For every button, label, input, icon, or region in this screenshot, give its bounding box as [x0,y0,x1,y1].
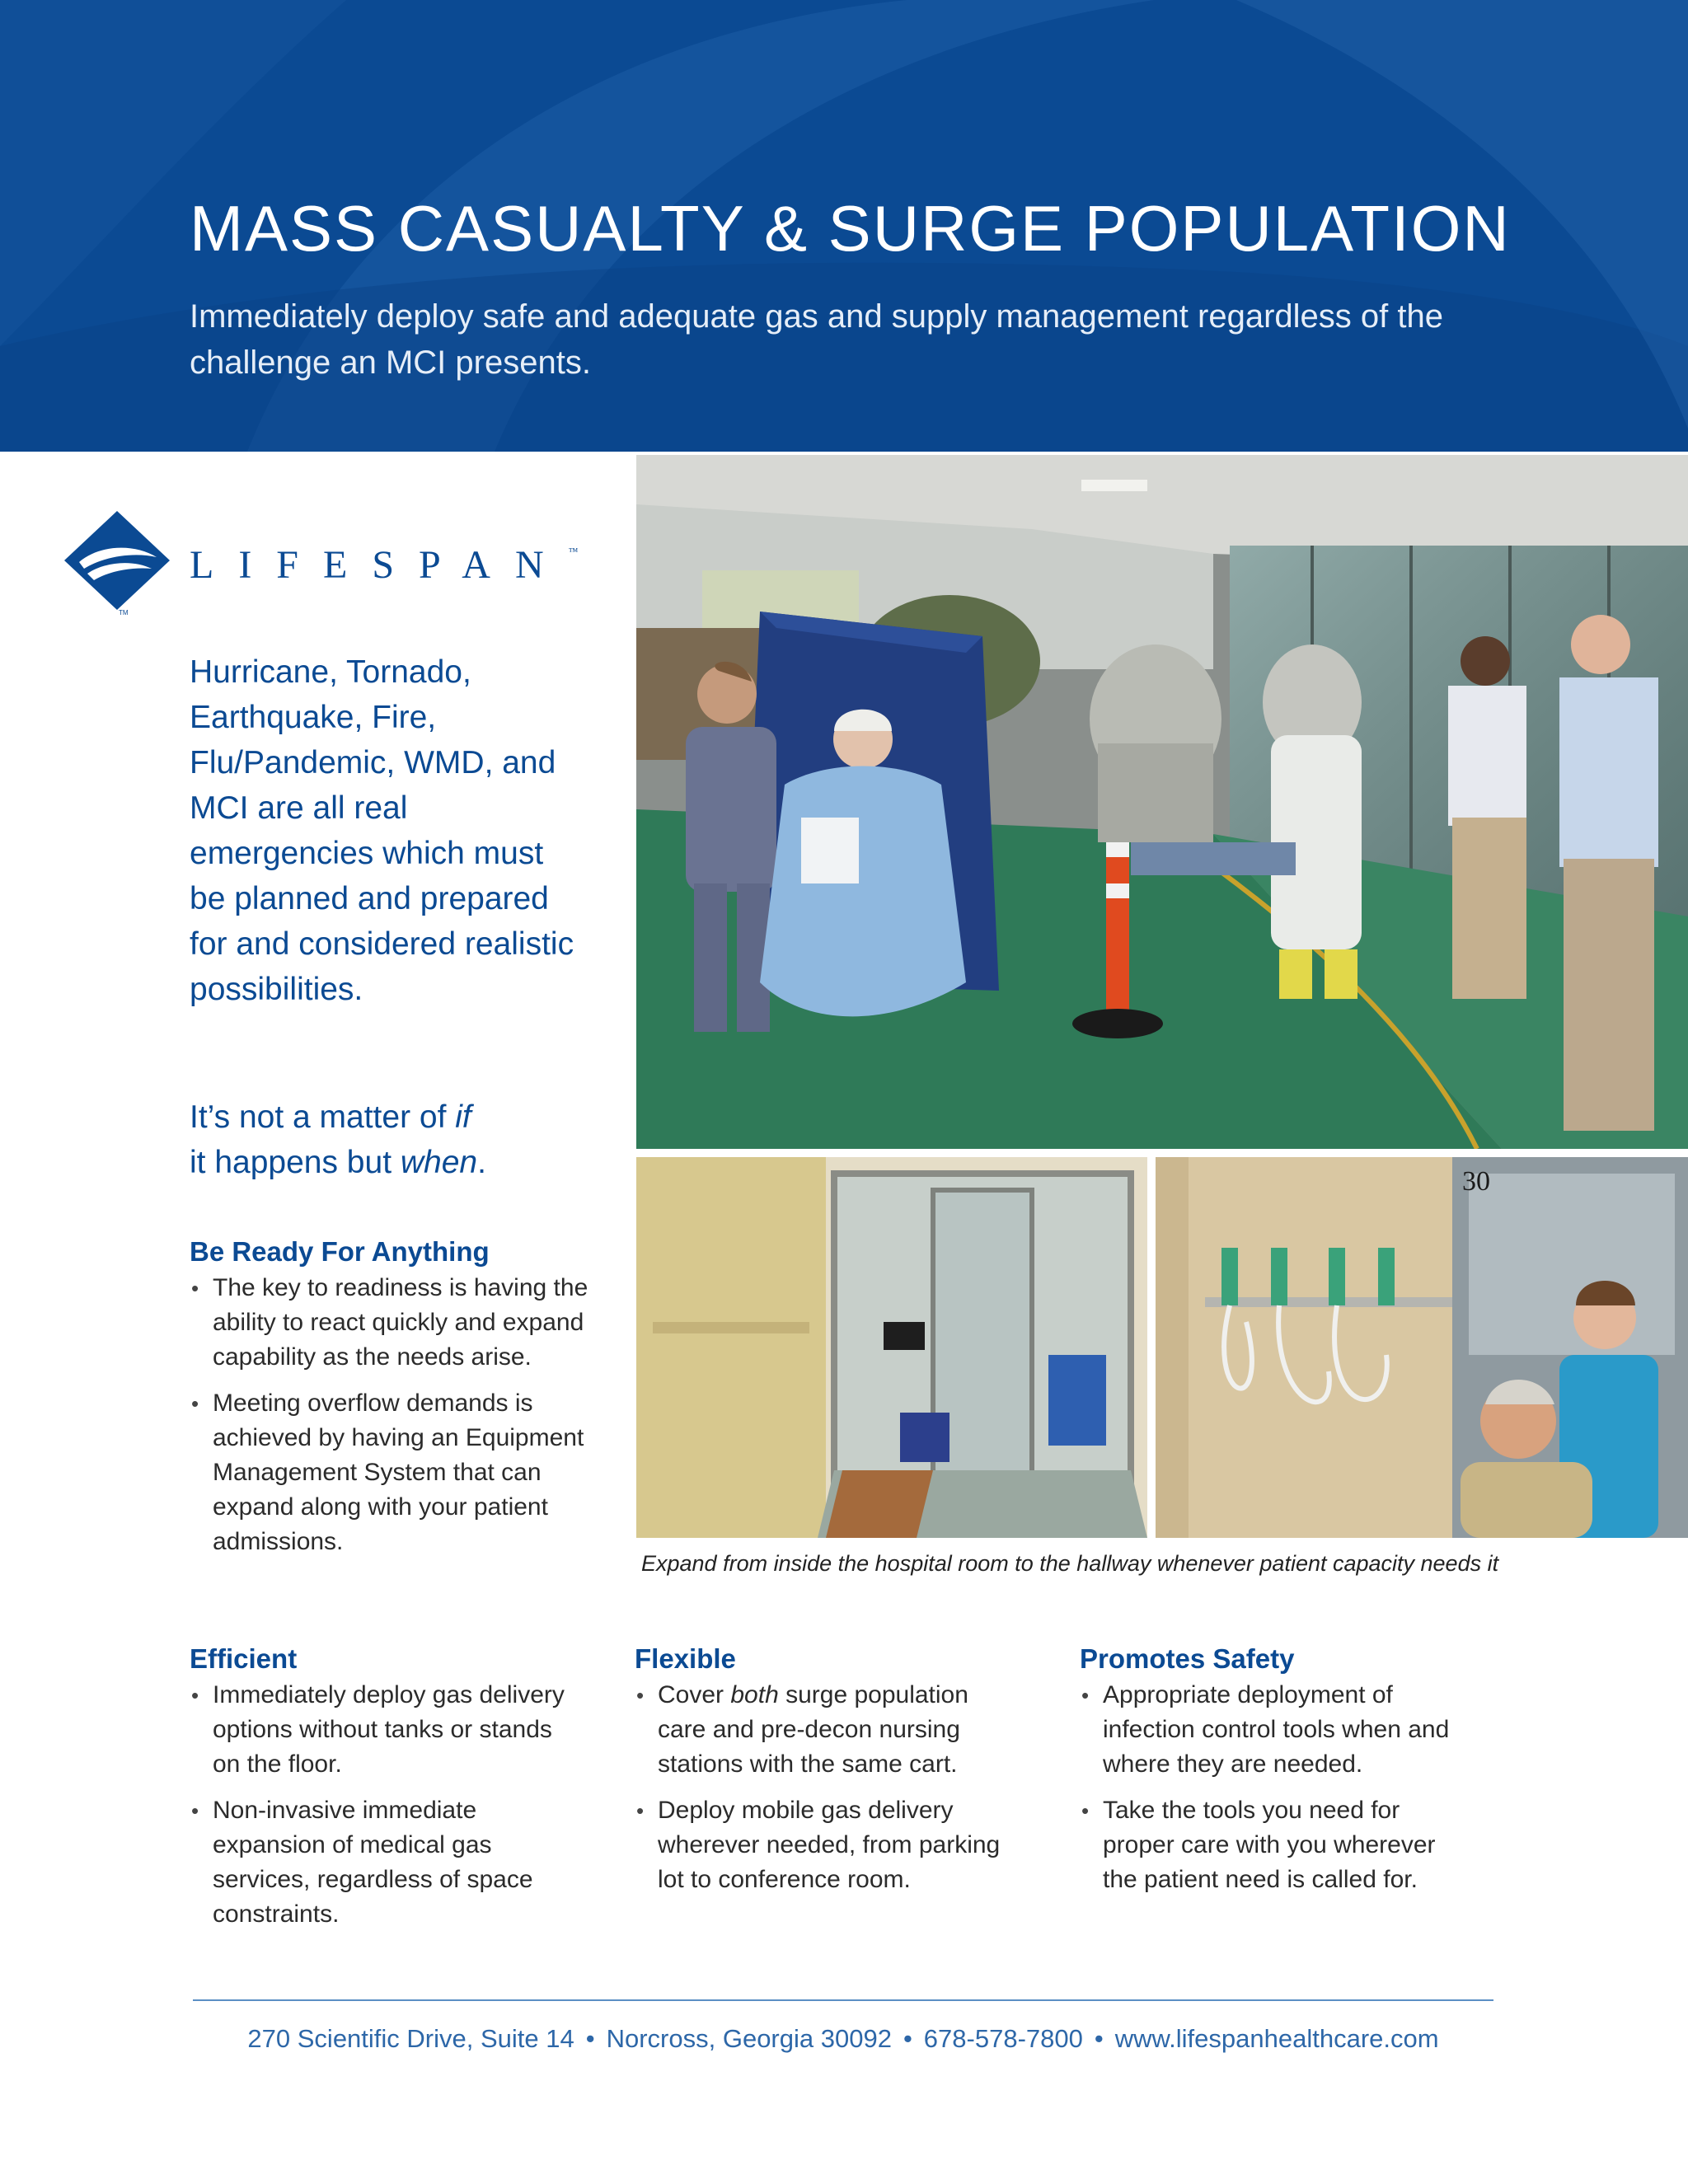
lifespan-logo [59,508,587,615]
promotes-safety-list [1080,1678,1467,1897]
hospital-room-hallway-photo [636,1157,1147,1538]
svg-text:TM: TM [119,609,129,615]
footer-website-link[interactable]: www.lifespanhealthcare.com [1114,2024,1439,2053]
efficient-heading: Efficient [190,1643,298,1674]
footer-city: Norcross, Georgia 30092 [606,2024,892,2053]
page-title: MASS CASUALTY & SURGE POPULATION [190,192,1511,265]
photo-caption: Expand from inside the hospital room to the hallway whenever patient capacity needs it [641,1551,1499,1576]
promotes-safety-heading: Promotes Safety [1080,1643,1295,1674]
footer-divider [193,1999,1493,2001]
list-item: • Appropriate deployment of infection control tools when and where they are needed. [1080,1678,1467,1782]
list-item: • The key to readiness is having the ability to react quickly and expand capability as the needs arise. [190,1271,593,1375]
tagline: It’s not a matter of if it happens but when. [190,1099,486,1180]
footer-phone: 678-578-7800 [923,2024,1083,2053]
be-ready-heading: Be Ready For Anything [190,1236,490,1267]
list-item: • Take the tools you need for proper care with you wherever the patient need is called for. [1080,1793,1467,1897]
flexible-heading: Flexible [635,1643,736,1674]
page-subtitle: Immediately deploy safe and adequate gas and supply management regardless of the challenge an MCI presents. [190,298,1443,381]
list-item: • Immediately deploy gas delivery options without tanks or stands on the floor. [190,1678,577,1782]
efficient-section [190,1643,577,1943]
logo-wordmark: LIFESPAN™ [190,543,579,587]
decon-drill-photo [636,455,1688,1149]
promotes-safety-section [1080,1643,1467,1909]
be-ready-list [190,1271,593,1559]
footer-contact: 270 Scientific Drive, Suite 14 • Norcross, Georgia 30092 • 678-578-7800 • www.lifespanhealthcare.com [247,2024,1439,2053]
flexible-section [635,1643,1022,1909]
footer-address: 270 Scientific Drive, Suite 14 [247,2024,574,2053]
list-item: • Cover both surge population care and pre-decon nursing stations with the same cart. [635,1678,1022,1782]
gas-outlet-flowmeters-photo [1156,1157,1688,1538]
be-ready-section [190,1236,593,1571]
room-number-label: 30 [1462,1166,1490,1197]
efficient-list [190,1678,577,1932]
list-item: • Non-invasive immediate expansion of medical gas services, regardless of space constraints. [190,1793,577,1932]
list-item: • Deploy mobile gas delivery wherever needed, from parking lot to conference room. [635,1793,1022,1897]
list-item: • Meeting overflow demands is achieved by having an Equipment Management System that can expand along with your patient admissions. [190,1386,593,1559]
intro-paragraph: Hurricane, Tornado, Earthquake, Fire, Flu/Pandemic, WMD, and MCI are all real emergencies which must be planned and prepared for and considered realistic possibilities. [190,654,574,1007]
lifespan-diamond-logo-icon [59,508,175,615]
flexible-list [635,1678,1022,1897]
header-banner [0,0,1688,452]
